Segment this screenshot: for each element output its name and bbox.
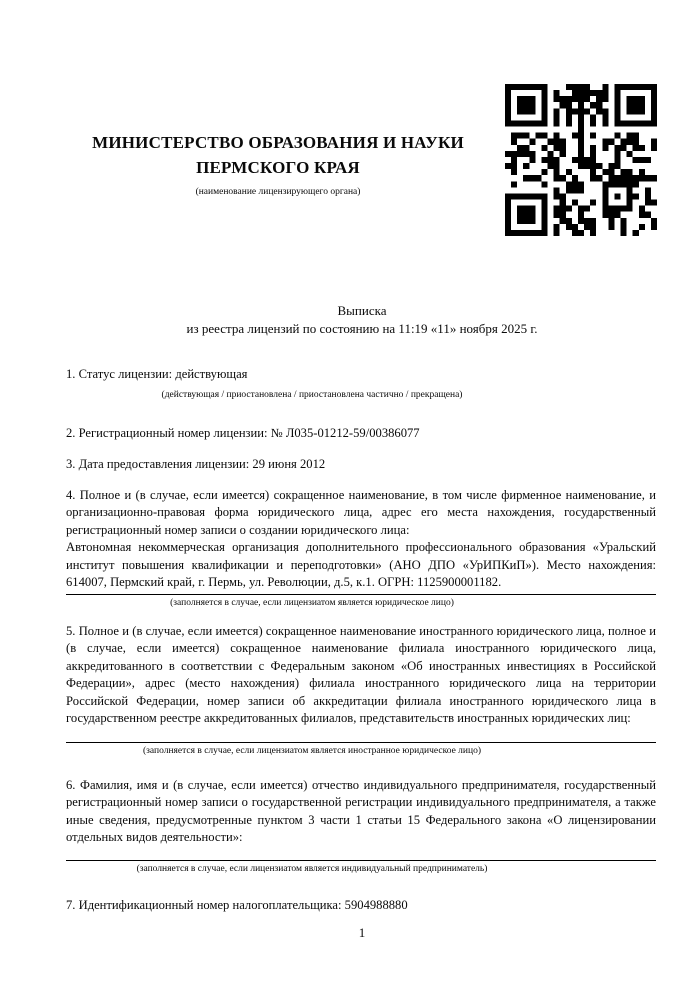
field-taxpayer-id: [66, 897, 656, 915]
field-legal-entity: [66, 487, 656, 609]
document-title: Выписка: [337, 303, 387, 318]
license-date-text: 3. Дата предоставления лицензии: 29 июня 2012: [66, 457, 326, 471]
registration-number-text: 2. Регистрационный номер лицензии: № Л035-01212-59/00386077: [66, 425, 420, 440]
legal-entity-heading: 4. Полное и (в случае, если имеется) сокращенное наименование, в том числе фирменное наименование, и организационно-правовая форма юридического лица, адрес его места нахождения, государственный регистрационный номер записи о создании юридического лица:: [66, 487, 656, 537]
legal-entity-caption: (заполняется в случае, если лицензиатом является юридическое лицо): [170, 597, 454, 608]
field-license-date: [66, 456, 656, 474]
ministry-name-line2: ПЕРМСКОГО КРАЯ: [196, 158, 360, 177]
document-subtitle: из реестра лицензий по состоянию на 11:19 «11» ноября 2025 г.: [186, 321, 538, 336]
entrepreneur-heading: 6. Фамилия, имя и (в случае, если имеется) отчество индивидуального предпринимателя, государственный регистрационный номер записи о государственной регистрации индивидуального предпринимателя, а также иные сведения, предусмотренные пунктом 3 части 1 статьи 15 Федерального закона «О лицензировании отдельных видов деятельности»:: [66, 777, 656, 844]
legal-entity-value: Автономная некоммерческая организация дополнительного профессионального образования «Уральский институт повышения квалификации и переподготовки» (АНО ДПО «УрИПКиП»). Место нахождения: 614007, Пермский край, г. Пермь, ул. Революции, д.5, к.1. ОГРН: 1125900001182.: [66, 540, 656, 589]
foreign-entity-caption: (заполняется в случае, если лицензиатом является иностранное юридическое лицо): [143, 745, 481, 756]
foreign-entity-heading: 5. Полное и (в случае, если имеется) сокращенное наименование иностранного юридического лица, полное и (в случае, если имеется) сокращенное наименование филиала иностранного юридического лица, аккредитованного в соответствии с Федеральным законом «Об иностранных инвестициях в Российской Федерации», адрес (место нахождения) филиала иностранного юридического лица на территории Российской Федерации, номер записи об аккредитации филиала иностранного юридического лица в государственном реестре аккредитованных филиалов, представительств иностранных юридических лиц:: [66, 623, 656, 725]
fill-in-rule: [66, 594, 656, 595]
field-foreign-entity: [66, 623, 656, 757]
ministry-caption: (наименование лицензирующего органа): [195, 187, 361, 197]
entrepreneur-caption: (заполняется в случае, если лицензиатом является индивидуальный предприниматель): [136, 863, 488, 874]
fill-in-rule: [66, 860, 656, 861]
license-status-text: 1. Статус лицензии: действующая: [66, 367, 248, 381]
ministry-header: [66, 130, 490, 198]
document-title-block: [66, 302, 658, 338]
taxpayer-id-text: 7. Идентификационный номер налогоплательщика: 5904988880: [66, 897, 408, 912]
fill-in-rule: [66, 742, 656, 743]
field-license-status: [66, 366, 656, 401]
foreign-entity-value: [66, 728, 656, 741]
field-individual-entrepreneur: [66, 777, 656, 875]
page-number: 1: [358, 925, 366, 940]
field-registration-number: [66, 425, 656, 443]
document-body: [66, 366, 656, 914]
ministry-name-line1: МИНИСТЕРСТВО ОБРАЗОВАНИЯ И НАУКИ: [92, 133, 464, 152]
qr-code-icon: [505, 84, 657, 236]
license-status-caption: (действующая / приостановлена / приостановлена частично / прекращена): [161, 389, 463, 400]
